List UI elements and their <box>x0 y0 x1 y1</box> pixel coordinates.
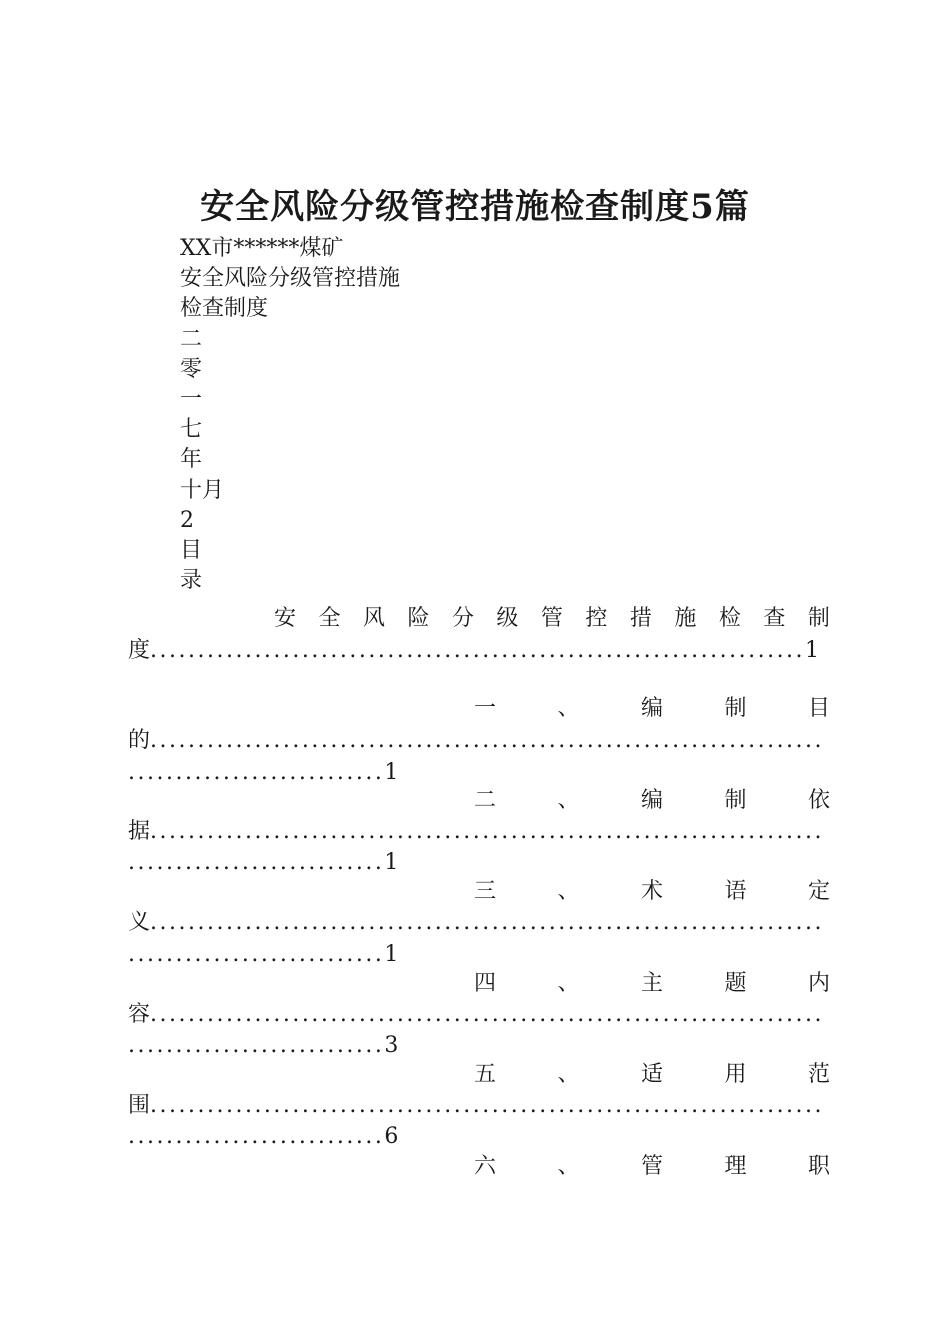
toc-char: 制 <box>724 788 747 813</box>
toc-item-num: 五 <box>474 1062 497 1087</box>
dot-leader: ..................................................................... <box>150 638 806 663</box>
toc-char: 分 <box>451 606 474 631</box>
cover-line-toc-1: 目 <box>180 538 203 564</box>
toc-item-num: 六 <box>474 1154 497 1179</box>
toc-item-3 <box>474 875 830 909</box>
toc-char: 编 <box>640 788 663 813</box>
dot-leader: ....................................................................... <box>150 819 825 844</box>
cover-line-date-1: 二 <box>180 326 203 352</box>
cover-line-title-1: 安全风险分级管控措施 <box>180 266 401 292</box>
cover-line-date-5: 年 <box>180 447 203 473</box>
toc-page-number: 3 <box>384 1033 399 1058</box>
cover-line-date-4: 七 <box>180 417 203 443</box>
toc-char: 制 <box>724 696 747 721</box>
toc-item-5-leader-2 <box>128 1120 428 1154</box>
toc-main-heading <box>274 602 830 636</box>
toc-char: 内 <box>807 971 830 996</box>
toc-item-num: 二 <box>474 788 497 813</box>
dot-leader: ....................................................................... <box>150 1002 825 1027</box>
toc-item-4-leader-2 <box>128 1029 428 1063</box>
dot-leader: ........................... <box>128 1124 385 1149</box>
toc-page-number: 1 <box>805 638 820 663</box>
toc-item-5-leader-1 <box>128 1089 834 1123</box>
dot-leader: ........................... <box>128 850 385 875</box>
toc-item-3-leader-2 <box>128 938 428 972</box>
toc-char: 措 <box>629 606 652 631</box>
toc-item-sep: 、 <box>557 971 580 996</box>
dot-leader: ........................... <box>128 760 385 785</box>
toc-char: 管 <box>540 606 563 631</box>
toc-item-num: 一 <box>474 696 497 721</box>
toc-char: 全 <box>318 606 341 631</box>
toc-item-1-leader-2 <box>128 756 428 790</box>
toc-char: 施 <box>674 606 697 631</box>
toc-main-leader <box>128 634 834 668</box>
toc-last-char: 围 <box>128 1093 151 1118</box>
cover-line-date-3: 一 <box>180 387 203 413</box>
cover-block <box>180 234 400 596</box>
toc-last-char: 的 <box>128 728 151 753</box>
toc-item-4 <box>474 967 830 1001</box>
toc-page-number: 1 <box>384 760 399 785</box>
toc-page-number: 1 <box>384 850 399 875</box>
toc-item-1 <box>474 692 830 726</box>
toc-item-sep: 、 <box>557 879 580 904</box>
cover-line-date-6: 十月 <box>180 477 225 503</box>
toc-item-3-leader-1 <box>128 906 834 940</box>
toc-char: 险 <box>407 606 430 631</box>
cover-line-date-2: 零 <box>180 356 203 382</box>
toc-char: 术 <box>640 879 663 904</box>
toc-char: 制 <box>807 606 830 631</box>
toc-item-num: 三 <box>474 879 497 904</box>
toc-item-2 <box>474 784 830 818</box>
toc-item-4-leader-1 <box>128 998 834 1032</box>
dot-leader: ........................... <box>128 1033 385 1058</box>
toc-item-1-leader-1 <box>128 724 834 758</box>
toc-char: 检 <box>718 606 741 631</box>
toc-item-5 <box>474 1058 830 1092</box>
toc-char: 目 <box>807 696 830 721</box>
toc-char: 查 <box>763 606 786 631</box>
toc-char: 风 <box>362 606 385 631</box>
dot-leader: ....................................................................... <box>150 728 825 753</box>
toc-page-number: 1 <box>384 942 399 967</box>
toc-char: 定 <box>807 879 830 904</box>
cover-line-number: 2 <box>180 507 194 533</box>
toc-last-char: 容 <box>128 1002 151 1027</box>
toc-char: 适 <box>640 1062 663 1087</box>
toc-last-char: 义 <box>128 910 151 935</box>
toc-char: 语 <box>724 879 747 904</box>
toc-item-num: 四 <box>474 971 497 996</box>
toc-char: 控 <box>585 606 608 631</box>
toc-item-sep: 、 <box>557 1154 580 1179</box>
toc-char: 范 <box>807 1062 830 1087</box>
toc-item-sep: 、 <box>557 788 580 813</box>
toc-char: 主 <box>640 971 663 996</box>
toc-item-2-leader-2 <box>128 846 428 880</box>
toc-last-char: 度 <box>128 638 151 663</box>
toc-char: 用 <box>724 1062 747 1087</box>
dot-leader: ....................................................................... <box>150 910 825 935</box>
document-title: 安全风险分级管控措施检查制度5篇 <box>200 187 750 227</box>
toc-char: 题 <box>724 971 747 996</box>
cover-line-mine: XX市******煤矿 <box>180 236 344 261</box>
cover-line-toc-2: 录 <box>180 568 203 594</box>
dot-leader: ....................................................................... <box>150 1093 825 1118</box>
cover-line-title-2: 检查制度 <box>180 296 269 322</box>
toc-char: 安 <box>274 606 297 631</box>
toc-item-sep: 、 <box>557 1062 580 1087</box>
toc-char: 职 <box>807 1154 830 1179</box>
toc-char: 依 <box>807 788 830 813</box>
toc-char: 管 <box>640 1154 663 1179</box>
toc-char: 理 <box>724 1154 747 1179</box>
toc-item-6 <box>474 1150 830 1184</box>
toc-char: 编 <box>640 696 663 721</box>
toc-page-number: 6 <box>384 1124 399 1149</box>
toc-char: 级 <box>496 606 519 631</box>
toc-last-char: 据 <box>128 819 151 844</box>
dot-leader: ........................... <box>128 942 385 967</box>
toc-item-2-leader-1 <box>128 815 834 849</box>
toc-item-sep: 、 <box>557 696 580 721</box>
